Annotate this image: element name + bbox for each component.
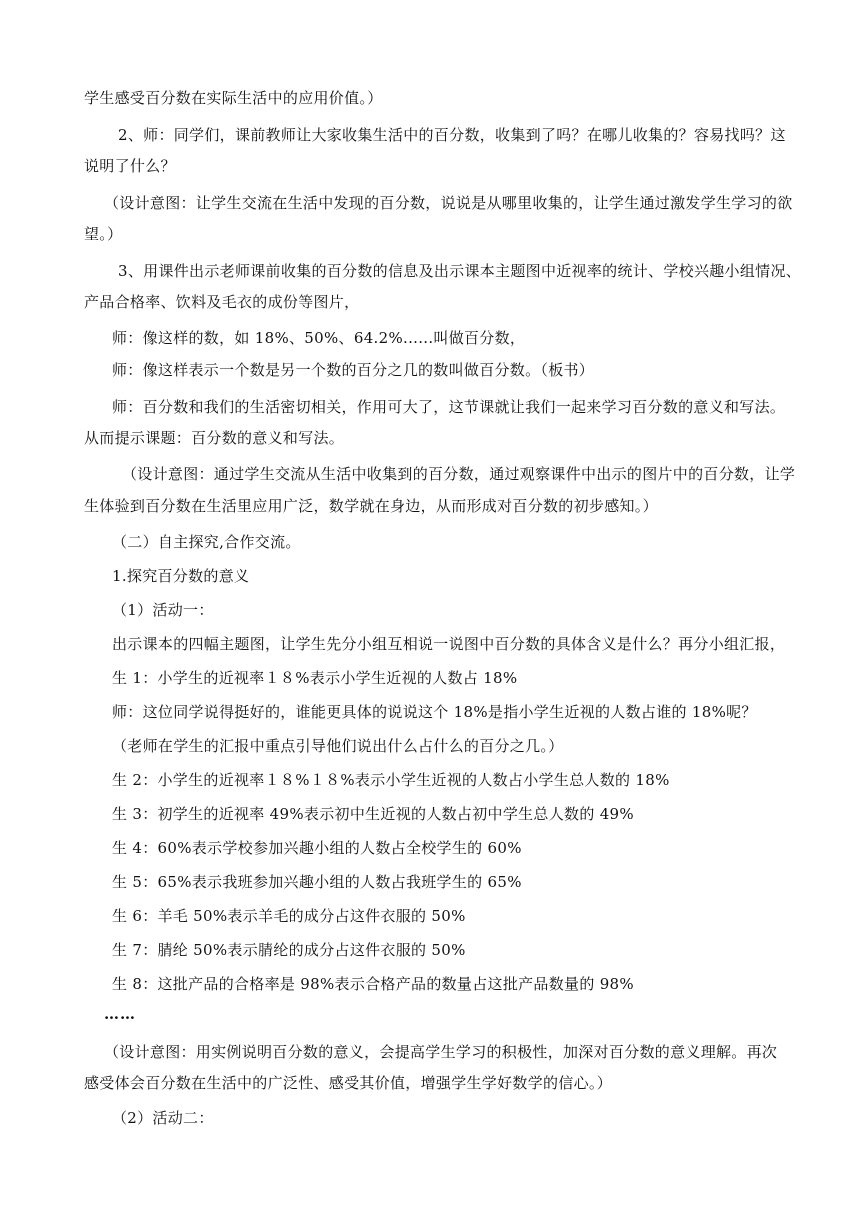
text-line: （设计意图：通过学生交流从生活中收集到的百分数，通过观察课件中出示的图片中的百分数，让学	[122, 465, 796, 483]
ellipsis: ……	[104, 1005, 136, 1023]
text-line: 生 4：60%表示学校参加兴趣小组的人数占全校学生的 60%	[112, 839, 522, 857]
activity-heading: （2）活动二：	[112, 1109, 214, 1127]
text-line: （设计意图：用实例说明百分数的意义，会提高学生学习的积极性，加深对百分数的意义理解。再次	[104, 1043, 778, 1061]
text-line: （老师在学生的汇报中重点引导他们说出什么占什么的百分之几。）	[112, 737, 564, 755]
text-line: 从而提示课题：百分数的意义和写法。	[84, 429, 345, 447]
text-line: 生 5：65%表示我班参加兴趣小组的人数占我班学生的 65%	[112, 873, 522, 891]
text-line: 生 3：初学生的近视率 49%表示初中生近视的人数占初中学生总人数的 49%	[112, 805, 634, 823]
text-line: 师：百分数和我们的生活密切相关，作用可大了，这节课就让我们一起来学习百分数的意义和写法。	[112, 398, 786, 416]
text-line: 说明了什么？	[84, 157, 176, 175]
text-line: 生 2：小学生的近视率１８%１８%表示小学生近视的人数占小学生总人数的 18%	[112, 771, 670, 789]
text-line: 师：像这样的数，如 18%、50%、64.2%......叫做百分数，	[112, 329, 526, 347]
text-line: 师：这位同学说得挺好的，谁能更具体的说说这个 18%是指小学生近视的人数占谁的 18%呢？	[112, 703, 757, 721]
text-line: 生 8：这批产品的合格率是 98%表示合格产品的数量占这批产品数量的 98%	[112, 975, 634, 993]
text-line: 产品合格率、饮料及毛衣的成份等图片，	[84, 293, 360, 311]
text-line: （设计意图：让学生交流在生活中发现的百分数，说说是从哪里收集的，让学生通过激发学生学习的欲	[104, 194, 793, 212]
text-line: 生 1：小学生的近视率１８%表示小学生近视的人数占 18%	[112, 669, 518, 687]
text-line: 3、用课件出示老师课前收集的百分数的信息及出示课本主题图中近视率的统计、学校兴趣小组情况、	[118, 262, 802, 280]
text-line: 学生感受百分数在实际生活中的应用价值。）	[84, 89, 383, 107]
subsection-heading: 1.探究百分数的意义	[112, 567, 250, 585]
text-line: 生 7：腈纶 50%表示腈纶的成分占这件衣服的 50%	[112, 941, 466, 959]
text-line: 2、师：同学们，课前教师让大家收集生活中的百分数，收集到了吗？在哪儿收集的？容易找吗？这	[118, 126, 786, 144]
text-line: 生体验到百分数在生活里应用广泛，数学就在身边，从而形成对百分数的初步感知。）	[84, 497, 658, 515]
text-line: 望。）	[84, 225, 123, 243]
text-line: 出示课本的四幅主题图，让学生先分小组互相说一说图中百分数的具体含义是什么？再分小组汇报，	[112, 635, 786, 653]
text-line: 生 6：羊毛 50%表示羊毛的成分占这件衣服的 50%	[112, 907, 466, 925]
section-heading: （二）自主探究,合作交流。	[112, 533, 301, 551]
activity-heading: （1）活动一：	[112, 601, 214, 619]
text-line: 师：像这样表示一个数是另一个数的百分之几的数叫做百分数。（板书）	[112, 361, 595, 379]
text-line: 感受体会百分数在生活中的广泛性、感受其价值，增强学生学好数学的信心。）	[84, 1074, 613, 1092]
